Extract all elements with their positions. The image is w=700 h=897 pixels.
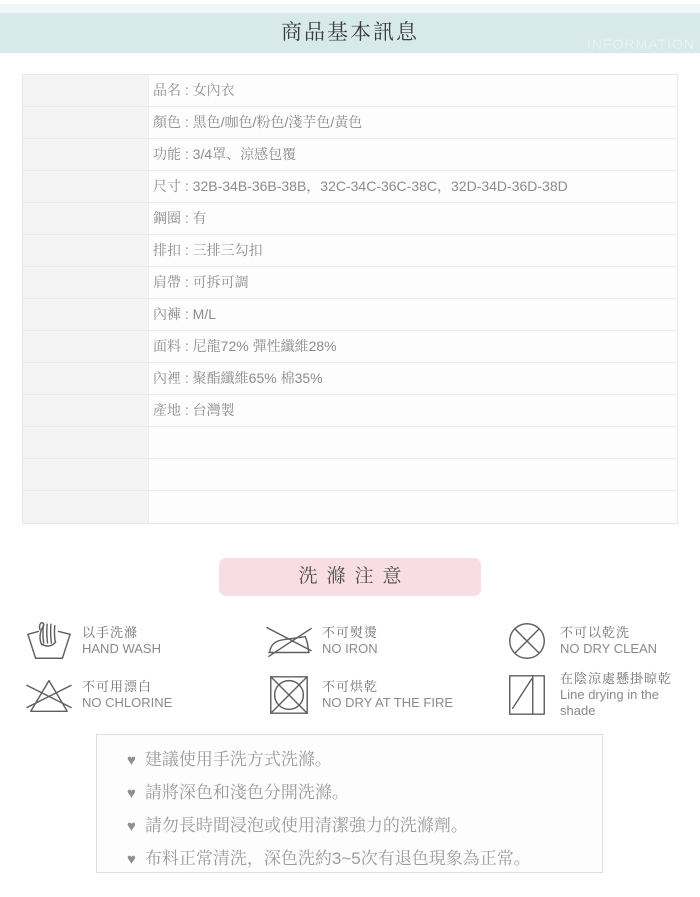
row-separator: : [181,178,193,194]
care-instruction-item [26,670,266,720]
note-text: 布料正常清洗，深色洗約3~5次有退色現象為正常。 [144,849,531,868]
note-text: 建議使用手洗方式洗滌。 [144,750,332,769]
table-row-content [149,107,677,138]
care-label-en: Line drying in the shade [560,687,660,718]
table-row-content [149,331,677,362]
care-instructions [26,616,690,720]
row-separator: : [181,210,193,226]
row-separator: : [181,402,193,418]
row-label: 面料 [153,338,181,354]
row-label: 產地 [153,402,181,418]
care-instruction-item [266,670,504,720]
no-iron-icon [266,618,312,664]
row-separator: : [181,114,193,130]
header-accent-strip [0,4,700,13]
row-separator: : [181,146,193,162]
care-labels [82,625,161,657]
row-value: 三排三勾扣 [192,242,263,258]
row-separator: : [181,274,193,290]
care-label-zh: 不可以乾洗 [560,625,631,640]
care-labels [560,625,657,657]
table-row [23,203,677,235]
table-row-content [149,299,677,330]
page-title: 商品基本訊息 [281,21,419,44]
table-row [23,363,677,395]
row-value: 黑色/咖色/粉色/淺芋色/黃色 [192,114,363,130]
care-labels [560,671,690,719]
note-line [127,744,592,777]
table-row-left-cell [23,299,149,330]
row-value: 尼龍72% 彈性纖維28% [192,338,337,354]
row-separator: : [181,370,193,386]
table-row-content [149,171,677,202]
table-row-left-cell [23,491,149,523]
table-row-left-cell [23,235,149,266]
heart-icon: ♥ [127,785,136,802]
care-label-zh: 不可烘乾 [322,679,379,694]
table-row-content [149,75,677,106]
care-instruction-item [266,616,504,666]
table-row-content [149,267,677,298]
row-separator: : [181,82,193,98]
care-labels [322,625,378,657]
table-row-content [149,363,677,394]
table-row-content [149,203,677,234]
care-labels [322,679,453,711]
header-watermark: INFORMATION [587,36,695,52]
row-label: 鋼圈 [153,210,181,226]
row-value: 可拆可調 [192,274,249,290]
table-row [23,75,677,107]
table-row-content [149,427,677,458]
row-label: 排扣 [153,242,181,258]
row-value: 32B-34B-36B-38B，32C-34C-36C-38C，32D-34D-36D-38D [192,178,568,194]
heart-icon: ♥ [127,818,136,835]
note-line [127,810,592,843]
row-separator: : [181,306,193,322]
table-row-content [149,459,677,490]
care-label-en: NO CHLORINE [82,695,173,710]
no-tumble-dry-icon [266,672,312,718]
table-row-left-cell [23,395,149,426]
row-value: M/L [192,306,217,322]
row-label: 內裡 [153,370,181,386]
note-text: 請勿長時間浸泡或使用清潔強力的洗滌劑。 [144,816,468,835]
table-row [23,171,677,203]
header-band [0,13,700,53]
table-row-content [149,395,677,426]
row-label: 內褲 [153,306,181,322]
line-dry-shade-icon [504,672,550,718]
row-value: 有 [192,210,207,226]
table-row [23,139,677,171]
table-row [23,427,677,459]
wash-notice-title: 洗滌注意 [219,558,481,596]
wash-notes-box [96,734,603,873]
product-info-table [22,74,678,524]
no-chlorine-icon [26,672,72,718]
row-value: 3/4罩、涼感包覆 [192,146,297,162]
row-label: 功能 [153,146,181,162]
care-label-zh: 不可熨燙 [322,625,379,640]
table-row [23,395,677,427]
row-label: 品名 [153,82,181,98]
table-row [23,235,677,267]
care-instruction-item [26,616,266,666]
table-row-left-cell [23,459,149,490]
row-separator: : [181,338,193,354]
heart-icon: ♥ [127,752,136,769]
table-row [23,491,677,523]
row-separator: : [181,242,193,258]
note-line [127,777,592,810]
table-row-left-cell [23,75,149,106]
table-row-content [149,139,677,170]
hand-wash-icon [26,618,72,664]
table-row-left-cell [23,363,149,394]
care-labels [82,679,172,711]
table-row [23,299,677,331]
row-value: 台灣製 [192,402,235,418]
table-row-content [149,491,677,523]
row-label: 尺寸 [153,178,181,194]
row-label: 顏色 [153,114,181,130]
care-instruction-item [504,616,690,666]
care-label-en: HAND WASH [82,641,161,656]
no-dry-clean-icon [504,618,550,664]
row-value: 聚酯纖維65% 棉35% [192,370,323,386]
care-label-zh: 不可用漂白 [82,679,153,694]
table-row-left-cell [23,427,149,458]
row-label: 肩帶 [153,274,181,290]
care-label-en: NO DRY AT THE FIRE [322,695,453,710]
care-label-zh: 以手洗滌 [82,625,139,640]
care-label-en: NO DRY CLEAN [560,641,658,656]
care-instruction-item [504,670,690,720]
table-row-left-cell [23,139,149,170]
table-row [23,459,677,491]
row-value: 女內衣 [192,82,235,98]
table-row-left-cell [23,107,149,138]
heart-icon: ♥ [127,851,136,868]
table-row [23,331,677,363]
table-row-left-cell [23,267,149,298]
table-row-left-cell [23,171,149,202]
care-label-zh: 在陰涼處懸掛晾乾 [560,671,673,686]
table-row-left-cell [23,203,149,234]
care-label-en: NO IRON [322,641,378,656]
table-row-content [149,235,677,266]
note-line [127,843,592,876]
note-text: 請將深色和淺色分開洗滌。 [144,783,349,802]
table-row [23,267,677,299]
table-row [23,107,677,139]
table-row-left-cell [23,331,149,362]
